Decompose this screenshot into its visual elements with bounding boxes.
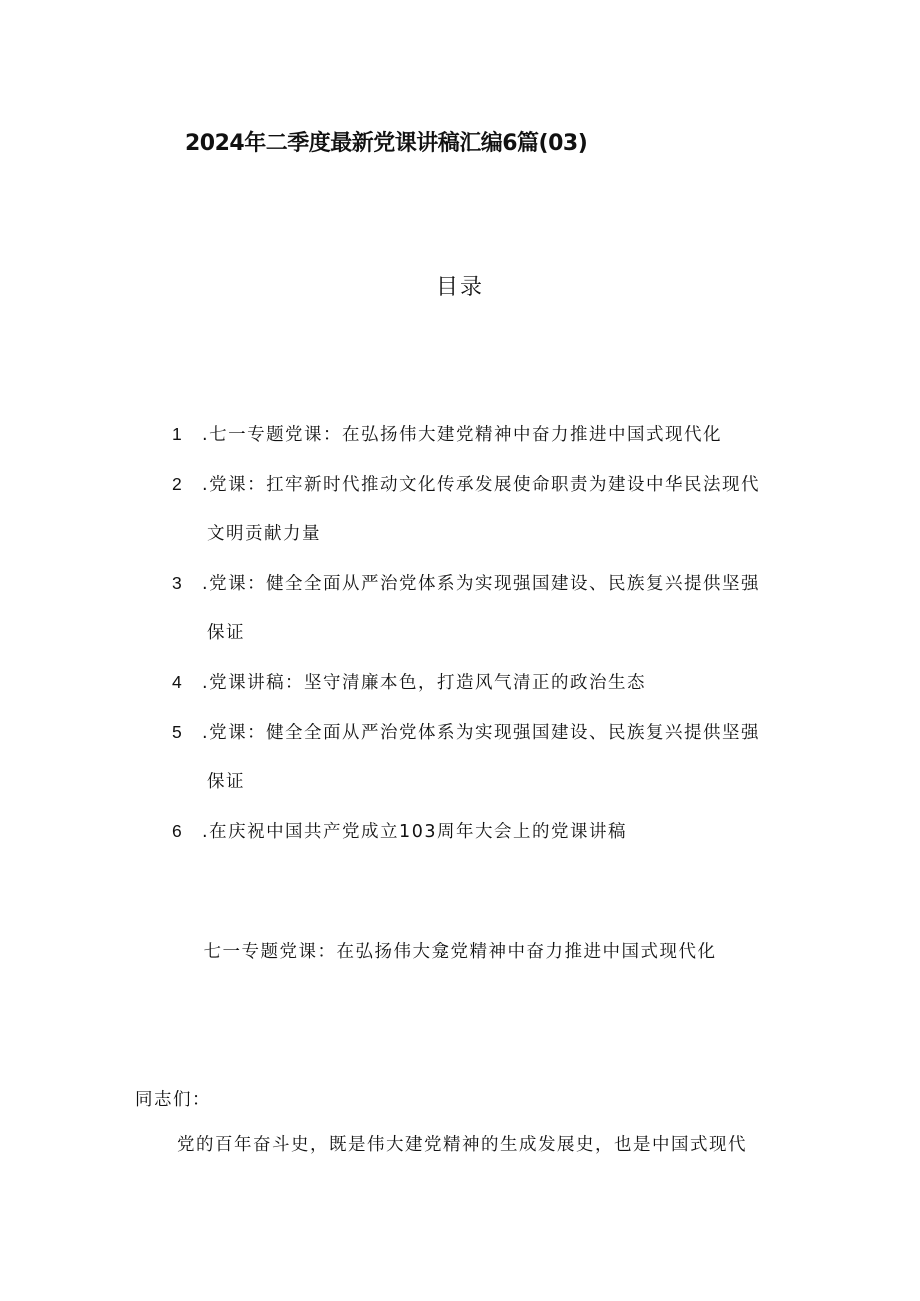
toc-item-5	[172, 708, 802, 807]
toc-text: .党课：健全全面从严治党体系为实现强国建设、民族复兴提供坚强	[202, 723, 761, 743]
toc-number: 2	[172, 474, 184, 494]
toc-number: 4	[172, 672, 184, 692]
toc-item-3	[172, 559, 802, 658]
toc-text: .七一专题党课：在弘扬伟大建党精神中奋力推进中国式现代化	[202, 425, 723, 445]
toc-item-6	[172, 807, 802, 857]
toc-text-continuation: 保证	[207, 772, 245, 792]
toc-number: 6	[172, 821, 184, 841]
toc-text-continuation: 文明贡献力量	[207, 524, 321, 544]
document-title: 2024年二季度最新党课讲稿汇编6篇(03)	[185, 131, 588, 156]
toc-text: .党课：健全全面从严治党体系为实现强国建设、民族复兴提供坚强	[202, 574, 761, 594]
toc-text: .在庆祝中国共产党成立103周年大会上的党课讲稿	[202, 822, 627, 842]
salutation: 同志们：	[135, 1090, 211, 1110]
toc-item-1	[172, 410, 802, 460]
toc-item-2	[172, 460, 802, 559]
toc-text-continuation: 保证	[207, 623, 245, 643]
toc-number: 3	[172, 573, 184, 593]
toc-item-4	[172, 658, 802, 708]
toc-text: .党课：扛牢新时代推动文化传承发展使命职责为建设中华民法现代	[202, 475, 761, 495]
toc-text: .党课讲稿：坚守清廉本色，打造风气清正的政治生态	[202, 673, 647, 693]
section-title: 七一专题党课：在弘扬伟大龛党精神中奋力推进中国式现代化	[203, 942, 717, 962]
body-paragraph: 党的百年奋斗史，既是伟大建党精神的生成发展史，也是中国式现代	[177, 1135, 747, 1155]
toc-heading: 目录	[435, 275, 484, 300]
table-of-contents	[172, 410, 802, 857]
toc-number: 5	[172, 722, 184, 742]
toc-number: 1	[172, 424, 184, 444]
